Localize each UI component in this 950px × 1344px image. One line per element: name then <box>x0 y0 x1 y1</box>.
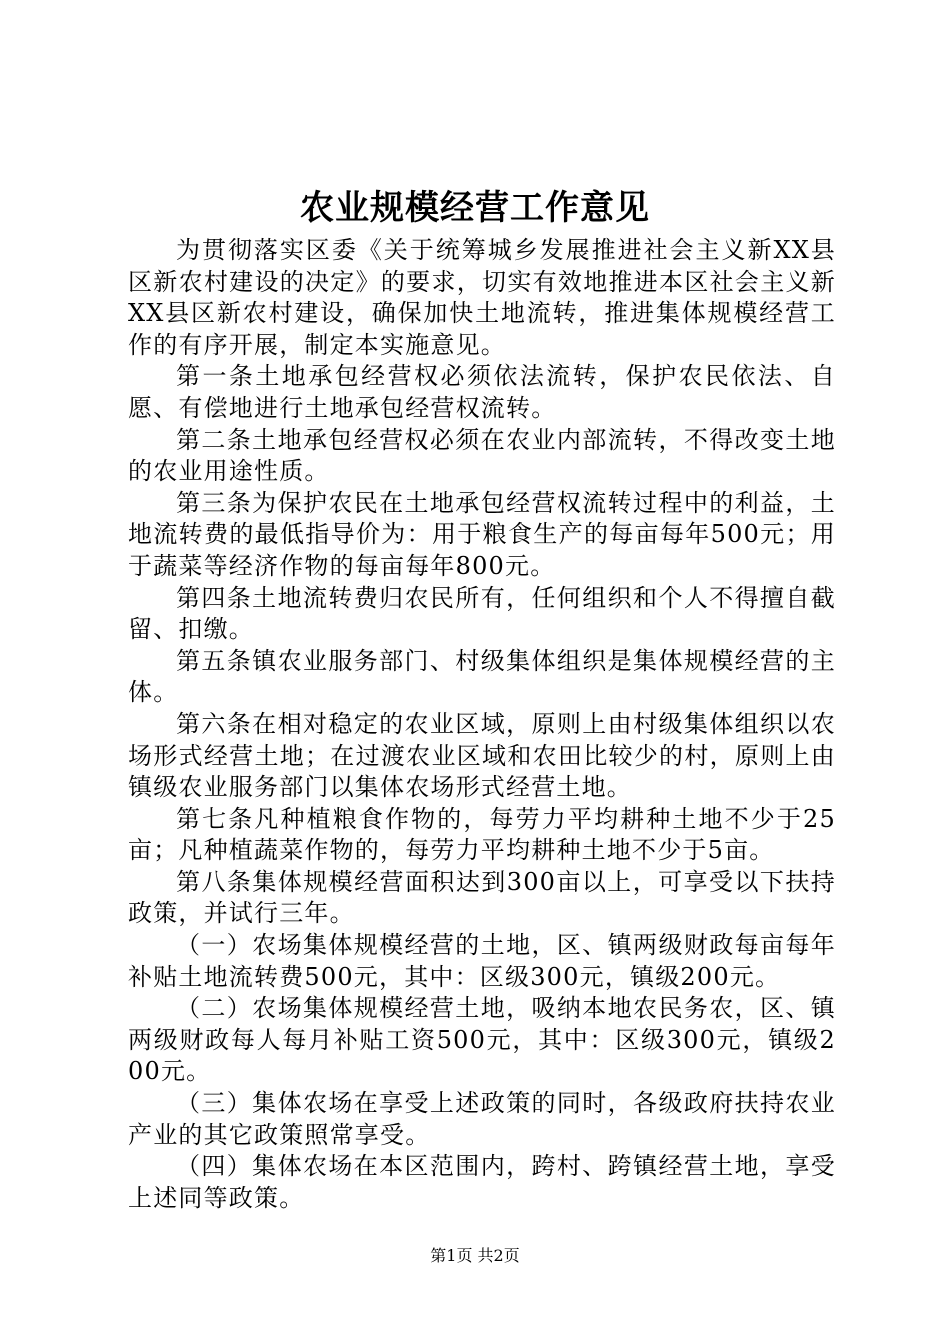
paragraph-article-4: 第四条土地流转费归农民所有，任何组织和个人不得擅自截留、扣缴。 <box>128 583 836 644</box>
paragraph-article-2: 第二条土地承包经营权必须在农业内部流转，不得改变土地的农业用途性质。 <box>128 425 836 486</box>
paragraph-article-3: 第三条为保护农民在土地承包经营权流转过程中的利益，土地流转费的最低指导价为：用于粮食生产的每亩每年500元；用于蔬菜等经济作物的每亩每年800元。 <box>128 488 836 580</box>
page-footer <box>0 1244 950 1268</box>
paragraph-article-1: 第一条土地承包经营权必须依法流转，保护农民依法、自愿、有偿地进行土地承包经营权流转。 <box>128 362 836 422</box>
page-number: 第1页 共2页 <box>430 1246 520 1265</box>
paragraph-intro: 为贯彻落实区委《关于统筹城乡发展推进社会主义新XX县区新农村建设的决定》的要求，切实有效地推进本区社会主义新XX县区新农村建设，确保加快土地流转，推进集体规模经营工作的有序开展，制定本实施意见。 <box>128 236 836 359</box>
document-body <box>128 235 836 1214</box>
document-title: 农业规模经营工作意见 <box>300 188 650 228</box>
paragraph-item-1: （一）农场集体规模经营的土地，区、镇两级财政每亩每年补贴土地流转费500元，其中：区级300元，镇级200元。 <box>128 931 836 991</box>
paragraph-item-4: （四）集体农场在本区范围内，跨村、跨镇经营土地，享受上述同等政策。 <box>128 1152 836 1212</box>
paragraph-article-5: 第五条镇农业服务部门、村级集体组织是集体规模经营的主体。 <box>128 646 836 707</box>
paragraph-article-7: 第七条凡种植粮食作物的，每劳力平均耕种土地不少于25亩；凡种植蔬菜作物的，每劳力平均耕种土地不少于5亩。 <box>128 804 836 865</box>
paragraph-article-8: 第八条集体规模经营面积达到300亩以上，可享受以下扶持政策，并试行三年。 <box>128 867 836 928</box>
paragraph-item-2: （二）农场集体规模经营土地，吸纳本地农民务农，区、镇两级财政每人每月补贴工资500元，其中：区级300元，镇级200元。 <box>128 994 836 1086</box>
paragraph-article-6: 第六条在相对稳定的农业区域，原则上由村级集体组织以农场形式经营土地；在过渡农业区域和农田比较少的村，原则上由镇级农业服务部门以集体农场形式经营土地。 <box>128 709 836 802</box>
paragraph-item-3: （三）集体农场在享受上述政策的同时，各级政府扶持农业产业的其它政策照常享受。 <box>128 1089 836 1149</box>
